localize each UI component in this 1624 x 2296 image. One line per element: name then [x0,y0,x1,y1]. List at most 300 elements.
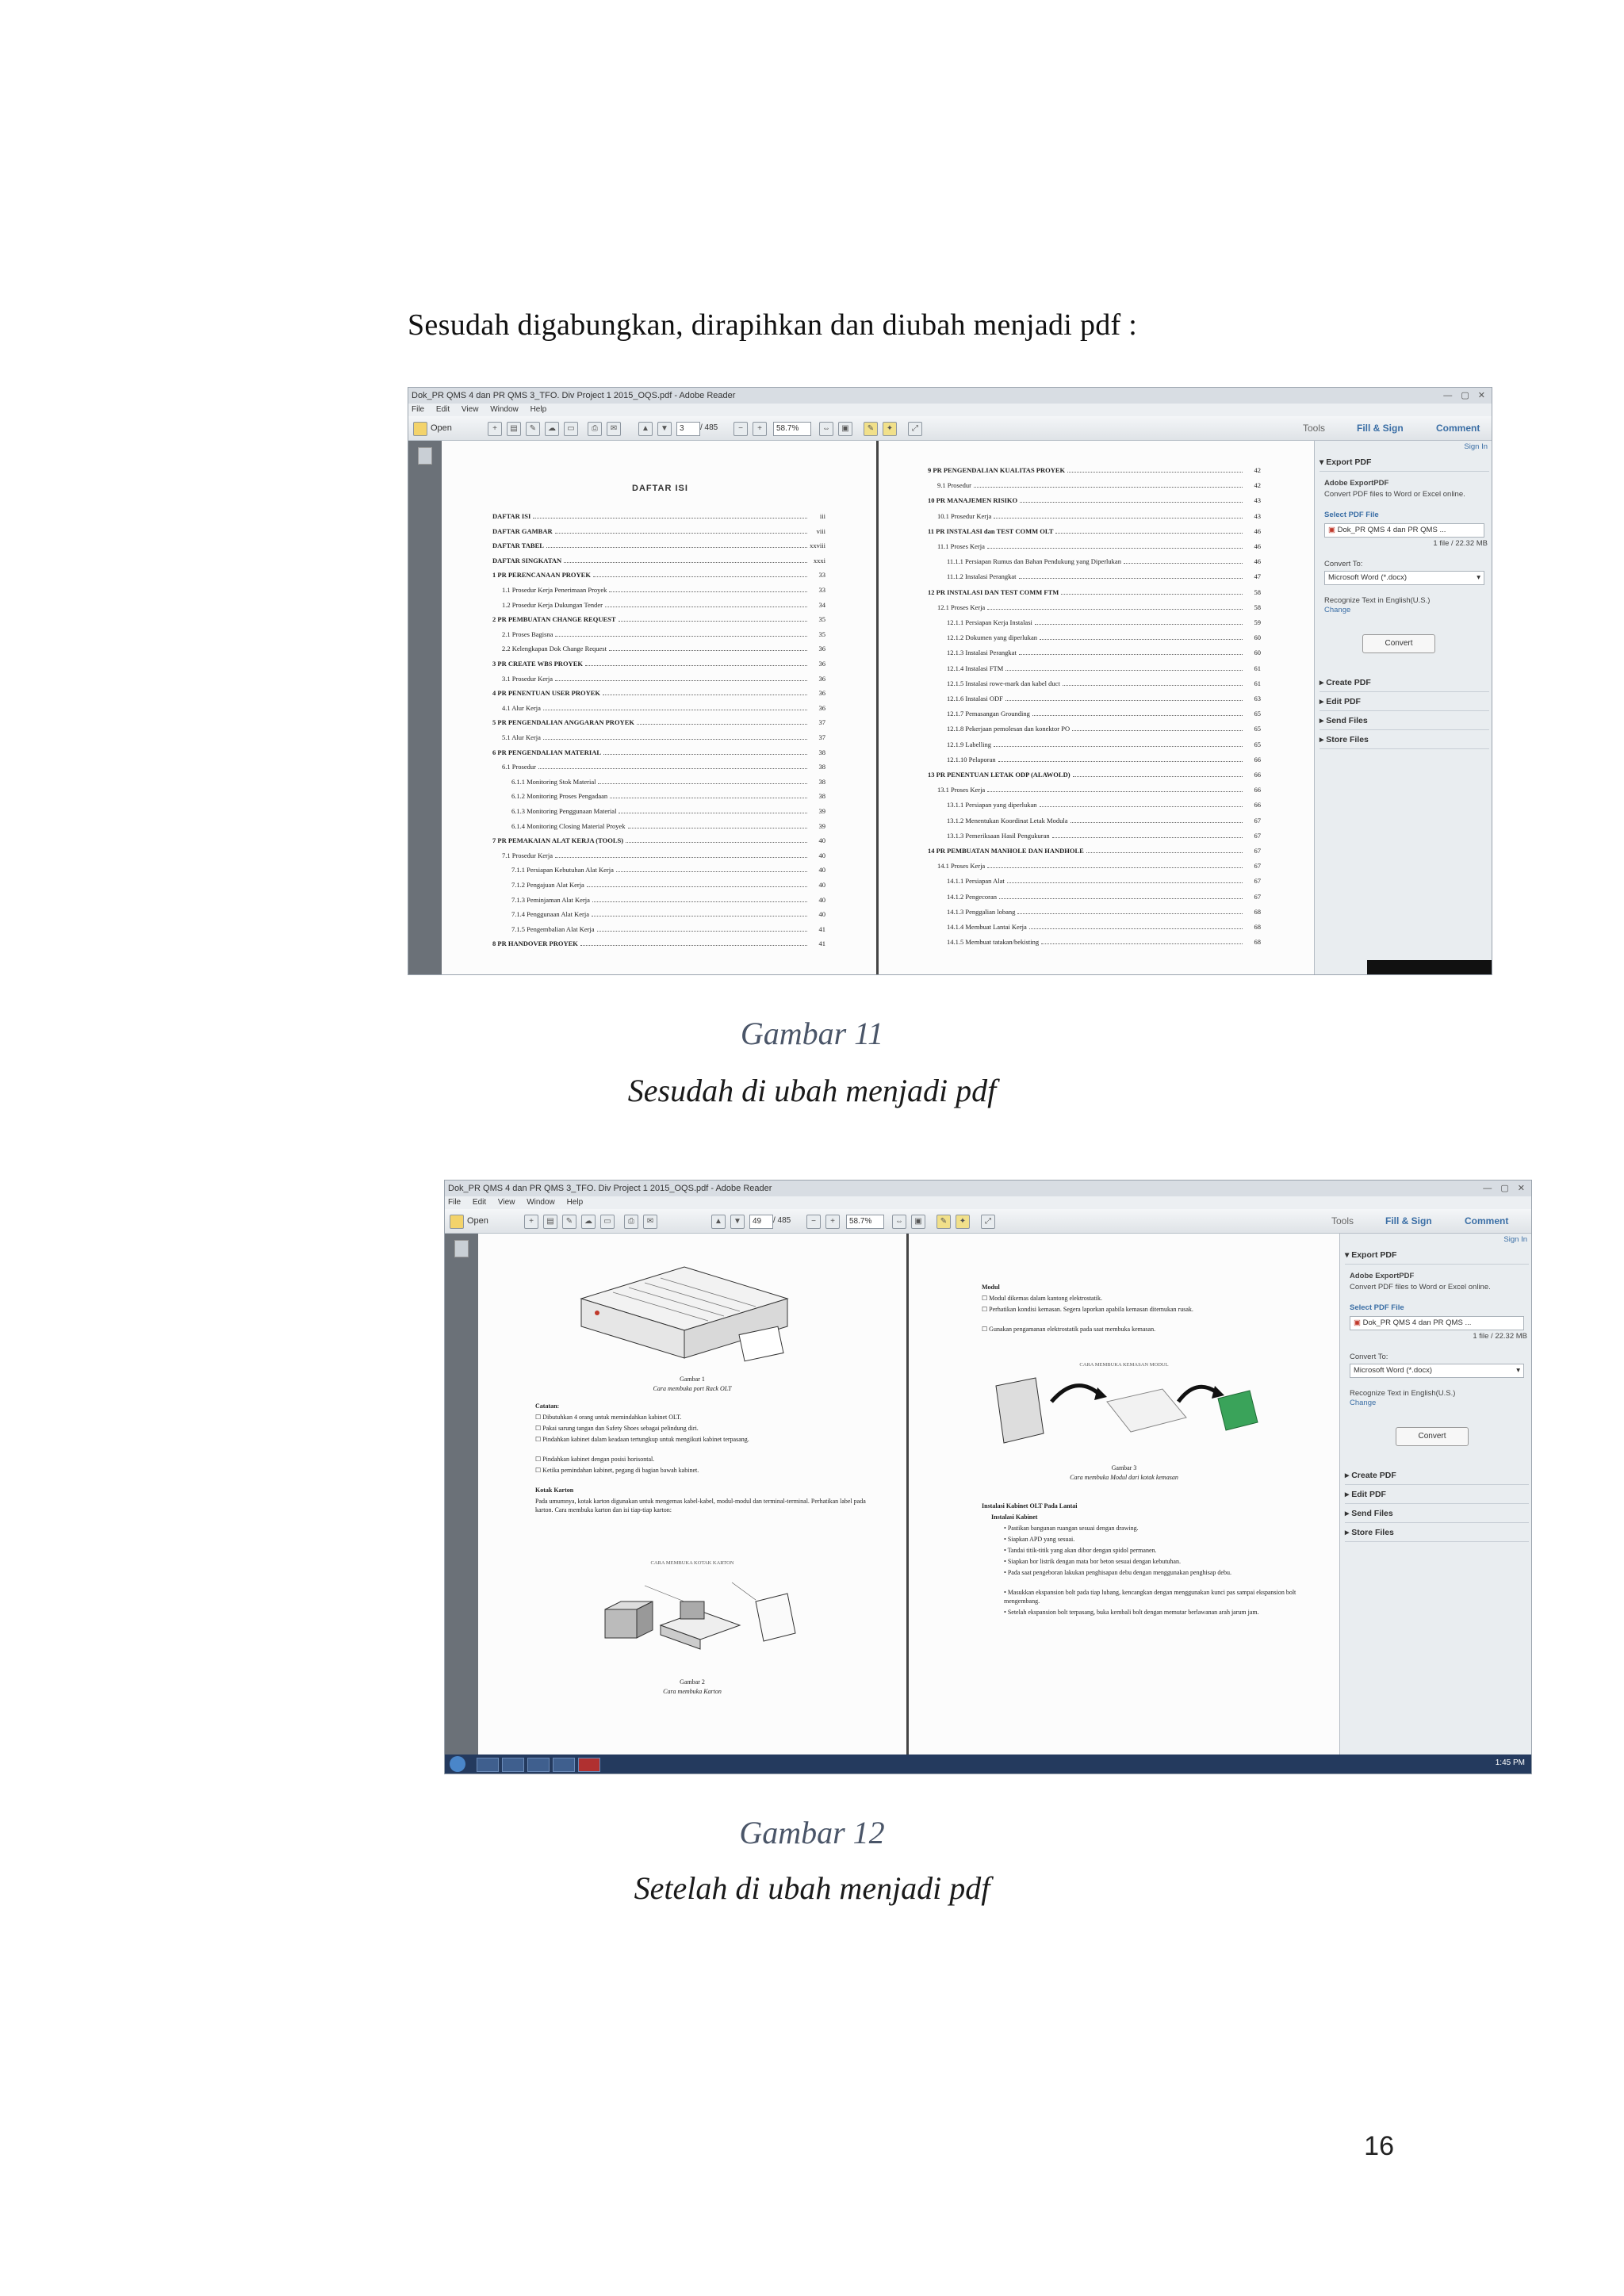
toc-leader [1005,700,1243,701]
toc-entry[interactable] [502,601,825,609]
toc-entry-title: 1 PR PERENCANAAN PROYEK [492,571,591,580]
toc-right-page [879,441,1314,974]
arrow-up-icon[interactable]: ▲ [711,1215,726,1229]
toc-entry-page: xxviii [810,541,825,550]
toc-entry[interactable] [492,541,825,549]
list-item [1004,1568,1305,1577]
list-item-text: Pada saat pengeboran lakukan penghisapan debu dengan menggunakan penghisap debu. [1007,1569,1231,1576]
toc-entry-page: 36 [818,645,825,653]
list-item [1004,1588,1305,1605]
toc-entry[interactable] [947,923,1261,931]
send-files-label: Send Files [1326,716,1368,725]
toc-entry-page: viii [816,526,825,535]
toc-entry-page: 46 [1254,526,1261,535]
toc-entry[interactable] [511,896,825,904]
convert-format-value: Microsoft Word (*.docx) [1354,1366,1433,1375]
fig3-label: Gambar 3 [1111,1464,1137,1471]
bullet-icon: • [1004,1536,1008,1543]
toc-entry-title: 6.1.1 Monitoring Stok Material [511,777,596,786]
toc-entry-title: 12.1.2 Dokumen yang diperlukan [947,633,1038,642]
toc-leader [1035,624,1243,625]
zoom-out-icon[interactable]: − [806,1215,821,1229]
folder-icon[interactable] [450,1215,464,1229]
taskbar-app-icon[interactable] [502,1758,524,1772]
toc-entry-page: 66 [1254,786,1261,794]
send-files-section[interactable]: ▸ Send Files [1345,1505,1529,1523]
taskbar-app-icon[interactable] [477,1758,499,1772]
document-area [478,1234,1339,1755]
toc-entry[interactable] [511,866,825,874]
toc-entry[interactable] [928,466,1261,474]
toc-entry-page: 43 [1254,496,1261,505]
toc-entry[interactable] [502,675,825,683]
toc-leader [1071,822,1243,823]
toc-entry-page: 65 [1254,725,1261,733]
toc-entry-page: 34 [818,600,825,609]
convert-description: Convert PDF files to Word or Excel online. [1350,1283,1491,1292]
toc-entry-title: 10 PR MANAJEMEN RISIKO [928,496,1018,505]
export-pdf-label: Export PDF [1351,1250,1397,1260]
folder-icon[interactable] [413,422,427,436]
comment-icon[interactable]: ✎ [864,422,878,436]
toc-entry[interactable] [492,557,825,564]
edit-pdf-section[interactable]: ▸ Edit PDF [1345,1486,1529,1504]
list-item-text: Setelah ekspansion bolt terpasang, buka kembali bolt dengan memutar berlawanan arah jarum jam. [1007,1609,1259,1616]
highlight-icon[interactable]: ✦ [883,422,897,436]
toc-entry[interactable] [947,618,1261,626]
sign-in-link[interactable]: Sign In [1503,1235,1527,1244]
toc-entry[interactable] [947,893,1261,901]
toc-leader [1073,776,1243,777]
start-button-icon[interactable] [450,1756,465,1772]
toc-entry-page: 42 [1254,481,1261,490]
toc-entry[interactable] [937,786,1261,794]
send-files-label: Send Files [1351,1509,1393,1518]
zoom-out-icon[interactable]: − [733,422,748,436]
bullet-icon: ☐ [535,1414,543,1421]
toc-entry-page: 66 [1254,771,1261,779]
toc-entry-page: 40 [818,851,825,859]
toc-entry-page: 40 [818,895,825,904]
toc-leader [1040,639,1243,640]
toc-leader [555,636,807,637]
toc-entry-title: 7.1 Prosedur Kerja [502,851,553,859]
toc-entry[interactable] [937,481,1261,489]
toc-leader [994,518,1243,519]
bullet-icon: ☐ [982,1295,990,1302]
create-pdf-section[interactable]: ▸ Create PDF [1320,674,1489,692]
edit-icon[interactable]: ✎ [562,1215,576,1229]
email-icon[interactable]: ✉ [607,422,621,436]
fit-page-icon[interactable]: ▣ [911,1215,925,1229]
list-item-text: Ketika pemindahan kabinet, pegang di bagian bawah kabinet. [542,1467,699,1474]
toc-entry[interactable] [947,649,1261,656]
toc-entry-title: 1.2 Prosedur Kerja Dukungan Tender [502,600,603,609]
convert-format-select[interactable] [1324,571,1484,585]
toc-entry[interactable] [492,939,825,947]
toc-entry[interactable] [492,836,825,844]
bullet-icon: • [1004,1569,1008,1576]
toc-entry[interactable] [947,817,1261,825]
list-item-text: Perhatikan kondisi kemasan. Segera laporkan apabila kemasan ditemukan rusak. [989,1306,1193,1313]
toc-entry[interactable] [511,778,825,786]
recognize-text: Recognize Text in English(U.S.) [1324,596,1431,605]
chevron-down-icon: ▾ [1516,1366,1520,1375]
edit-icon[interactable]: ✎ [526,422,540,436]
toc-entry-page: 61 [1254,679,1261,687]
arrow-up-icon[interactable]: ▲ [638,422,653,436]
open-button[interactable]: Open [431,423,452,433]
toc-entry[interactable] [947,740,1261,748]
create-icon[interactable]: + [524,1215,538,1229]
file-field[interactable] [1324,523,1484,538]
toc-entry[interactable] [947,877,1261,885]
menu-edit[interactable]: Edit [472,1198,487,1207]
list-item-text: Pakai sarung tangan dan Safety Shoes sebagai pelindung diri. [542,1425,699,1432]
toc-entry[interactable] [928,496,1261,504]
tools-tab[interactable]: Tools [1303,423,1326,434]
right-page [909,1234,1339,1755]
toc-entry[interactable] [947,557,1261,565]
toc-entry-title: 12.1.3 Instalasi Perangkat [947,649,1017,657]
menu-bar [445,1196,1531,1209]
window-title: Dok_PR QMS 4 dan PR QMS 3_TFO. Div Project 1 2015_OQS.pdf - Adobe Reader [408,388,1492,404]
toc-entry-title: 3.1 Prosedur Kerja [502,674,553,683]
edit-pdf-section[interactable]: ▸ Edit PDF [1320,693,1489,711]
toc-entry-page: 40 [818,866,825,874]
upload-icon[interactable]: ☁ [581,1215,596,1229]
export-pdf-header[interactable]: ▾ Export PDF [1320,453,1489,472]
figure11-screenshot [408,387,1492,975]
toc-entry[interactable] [511,807,825,815]
menu-view[interactable]: View [461,405,479,414]
toc-entry-page: 67 [1254,877,1261,886]
print-icon[interactable]: ⎙ [624,1215,638,1229]
toc-entry[interactable] [947,679,1261,687]
file-field[interactable] [1350,1316,1524,1330]
page-number: 16 [1364,2131,1394,2161]
fill-sign-tab[interactable]: Fill & Sign [1357,423,1404,434]
left-page [478,1234,906,1755]
arrow-down-icon[interactable]: ▼ [657,422,672,436]
bullet-icon: • [1004,1609,1008,1616]
toc-entry[interactable] [511,822,825,830]
figure12-caption: Setelah di ubah menjadi pdf [634,1870,990,1906]
toc-leader [1029,928,1243,929]
toc-leader [987,609,1243,610]
page-input[interactable]: 49 [749,1215,773,1229]
save-icon[interactable]: ▭ [564,422,578,436]
toc-entry-page: 42 [1254,466,1261,474]
window-title: Dok_PR QMS 4 dan PR QMS 3_TFO. Div Project 1 2015_OQS.pdf - Adobe Reader [445,1181,1531,1196]
menu-help[interactable]: Help [530,405,547,414]
toc-leader [555,680,807,681]
fig3-title: CARA MEMBUKA KEMASAN MODUL [1079,1362,1169,1368]
store-files-section[interactable]: ▸ Store Files [1345,1524,1529,1542]
expand-icon[interactable]: ⤢ [908,422,922,436]
fig2-label: Gambar 2 [680,1678,705,1686]
pdf-file-icon: ▣ [1354,1318,1363,1327]
bullet-icon: ☐ [982,1306,990,1313]
toc-leader [1072,730,1243,731]
fit-width-icon[interactable]: ⇔ [892,1215,906,1229]
open-button[interactable]: Open [467,1216,488,1226]
pages-icon[interactable] [418,447,432,465]
toc-entry[interactable] [928,847,1261,855]
fill-sign-tab[interactable]: Fill & Sign [1385,1215,1432,1226]
list-item [1004,1524,1305,1533]
toc-entry[interactable] [502,733,825,741]
toc-leader [592,901,807,902]
expand-icon[interactable]: ⤢ [981,1215,995,1229]
save-icon[interactable]: ▭ [600,1215,615,1229]
toc-entry[interactable] [492,660,825,668]
toc-entry-title: 4 PR PENENTUAN USER PROYEK [492,689,601,698]
section-head: Instalasi Kabinet OLT Pada Lantai [982,1502,1078,1510]
toc-entry-page: 41 [818,939,825,948]
store-files-label: Store Files [1351,1528,1394,1537]
menu-edit[interactable]: Edit [435,405,450,414]
toc-entry[interactable] [937,542,1261,550]
toc-leader [987,867,1243,868]
toc-entry[interactable] [511,881,825,889]
toc-entry-page: 39 [818,821,825,830]
toc-entry[interactable] [511,925,825,933]
bullet-icon: • [1004,1589,1008,1596]
toolbar [445,1209,1531,1234]
export-pdf-header[interactable]: ▾ Export PDF [1345,1246,1529,1265]
toc-entry[interactable] [502,586,825,594]
comment-icon[interactable]: ✎ [936,1215,951,1229]
sub-head: Instalasi Kabinet [991,1513,1038,1521]
combine-icon[interactable]: ▤ [507,422,521,436]
toc-entry[interactable] [492,615,825,623]
toc-entry-title: 12.1.4 Instalasi FTM [947,664,1004,672]
convert-button[interactable]: Convert [1396,1427,1469,1446]
menu-file[interactable]: File [412,405,425,414]
menu-window[interactable]: Window [490,405,519,414]
toc-entry-page: 36 [818,660,825,668]
print-icon[interactable]: ⎙ [588,422,602,436]
toc-leader [597,931,807,932]
toc-entry[interactable] [511,792,825,800]
toc-entry-title: 11.1.2 Instalasi Perangkat [947,572,1017,581]
zoom-in-icon[interactable]: + [825,1215,840,1229]
fit-page-icon[interactable]: ▣ [838,422,852,436]
fit-width-icon[interactable]: ⇔ [819,422,833,436]
zoom-in-icon[interactable]: + [753,422,767,436]
toc-entry-title: 12.1.1 Persiapan Kerja Instalasi [947,618,1032,626]
toc-entry-title: DAFTAR TABEL [492,541,544,550]
list-item [982,1305,1299,1314]
list-item [535,1455,868,1464]
toc-entry-title: 6.1.2 Monitoring Proses Pengadaan [511,792,608,801]
list-item [982,1294,1299,1303]
window-controls[interactable]: — ▢ ✕ [1483,1184,1528,1193]
toc-entry-page: xxxi [813,556,825,564]
toc-entry-title: 6 PR PENGENDALIAN MATERIAL [492,748,602,756]
sign-in-link[interactable]: Sign In [1464,442,1488,451]
note-head: Catatan: [535,1402,560,1410]
toc-entry[interactable] [947,908,1261,916]
list-item [1004,1557,1305,1566]
toc-entry-title: 14.1.3 Penggalian lobang [947,907,1016,916]
toc-entry-title: 11 PR INSTALASI dan TEST COMM OLT [928,526,1054,535]
fig3-caption: Cara membuka Modul dari kotak kemasan [1070,1474,1178,1481]
toc-entry[interactable] [947,664,1261,672]
toc-leader [619,621,807,622]
pdf-file-icon: ▣ [1328,526,1338,534]
toc-leader [1067,472,1243,473]
toc-leader [1041,943,1243,944]
toc-entry[interactable] [947,725,1261,733]
toc-entry-title: 14.1.4 Membuat Lantai Kerja [947,923,1027,931]
toc-entry-page: 47 [1254,572,1261,581]
change-link[interactable]: Change [1350,1399,1377,1407]
toc-leader [1124,563,1243,564]
highlight-icon[interactable]: ✦ [956,1215,970,1229]
kotak-head: Kotak Karton [535,1487,574,1494]
document-area [442,441,1314,974]
change-link[interactable]: Change [1324,606,1351,614]
toc-entry[interactable] [928,771,1261,779]
convert-description: Convert PDF files to Word or Excel online. [1324,490,1465,499]
toc-entry-title: 4.1 Alur Kerja [502,703,541,712]
send-files-section[interactable]: ▸ Send Files [1320,712,1489,730]
convert-format-select[interactable] [1350,1364,1524,1378]
toc-entry[interactable] [947,572,1261,580]
intro-text: Sesudah digabungkan, dirapihkan dan diubah menjadi pdf : [408,308,1138,342]
toc-entry-title: 5.1 Alur Kerja [502,733,541,741]
toc-entry-title: 10.1 Prosedur Kerja [937,511,992,520]
pages-icon[interactable] [454,1240,469,1257]
toc-entry[interactable] [492,512,825,520]
toc-entry[interactable] [492,748,825,756]
toc-entry[interactable] [928,588,1261,596]
list-item-text: Tandai titik-titik yang akan dibor dengan spidol permanen. [1007,1547,1157,1554]
tools-tab[interactable]: Tools [1331,1215,1354,1226]
toc-entry-page: 41 [818,924,825,933]
right-panel [1314,441,1492,974]
toc-entry[interactable] [947,695,1261,702]
create-icon[interactable]: + [488,422,502,436]
toc-entry[interactable] [492,571,825,579]
toc-entry[interactable] [502,763,825,771]
combine-icon[interactable]: ▤ [543,1215,557,1229]
toc-entry-page: 35 [818,615,825,624]
toc-entry[interactable] [937,512,1261,520]
menu-help[interactable]: Help [566,1198,584,1207]
convert-button[interactable]: Convert [1362,634,1435,653]
figure12-screenshot [444,1180,1532,1774]
toc-entry[interactable] [947,710,1261,718]
select-file-label: Select PDF File [1324,511,1379,519]
taskbar-app-icon[interactable] [553,1758,575,1772]
toc-entry[interactable] [492,527,825,535]
upload-icon[interactable]: ☁ [545,422,559,436]
adobe-reader-taskbar-icon[interactable] [578,1758,600,1772]
list-item-text: Dibutuhkan 4 orang untuk memindahkan kabinet OLT. [542,1414,682,1421]
store-files-section[interactable]: ▸ Store Files [1320,731,1489,749]
file-name: Dok_PR QMS 4 dan PR QMS ... [1362,1318,1472,1327]
toc-entry-title: 14.1 Proses Kerja [937,862,986,871]
toc-entry-page: 37 [818,718,825,727]
list-item [535,1435,868,1444]
toc-entry-page: 38 [818,763,825,771]
toc-entry-title: 12.1.10 Pelaporan [947,755,996,763]
bullet-icon: ☐ [982,1326,990,1333]
toc-entry-page: 36 [818,689,825,698]
toc-entry[interactable] [937,603,1261,611]
toc-entry[interactable] [502,704,825,712]
toc-entry-title: 14.1.1 Persiapan Alat [947,877,1005,886]
toc-entry[interactable] [937,862,1261,870]
store-files-label: Store Files [1326,735,1369,744]
toc-entry-title: 7.1.2 Pengajuan Alat Kerja [511,881,584,889]
list-item [1004,1608,1305,1617]
toc-entry[interactable] [502,645,825,652]
toc-entry[interactable] [492,689,825,697]
menu-file[interactable]: File [448,1198,462,1207]
toc-entry[interactable] [947,756,1261,763]
zoom-select[interactable]: 58.7% [846,1215,884,1229]
page-total: / 485 [700,423,718,432]
chevron-down-icon: ▾ [1477,573,1480,582]
figure11-caption: Sesudah di ubah menjadi pdf [627,1073,997,1108]
toc-entry[interactable] [511,910,825,918]
list-item-text: Pastikan bangunan ruangan sesuai dengan drawing. [1007,1525,1139,1532]
list-item [535,1424,868,1433]
toc-entry-page: 66 [1254,755,1261,763]
toc-entry[interactable] [928,527,1261,535]
toc-leader [587,886,807,887]
comment-tab[interactable]: Comment [1465,1215,1509,1226]
toc-leader [626,842,807,843]
toc-entry[interactable] [947,801,1261,809]
page-input[interactable]: 3 [676,422,700,436]
toc-entry-page: 36 [818,674,825,683]
toc-entry[interactable] [947,938,1261,946]
toc-entry[interactable] [502,630,825,638]
toc-leader [1032,715,1243,716]
toc-entry-title: 5 PR PENGENDALIAN ANGGARAN PROYEK [492,718,634,727]
menu-window[interactable]: Window [527,1198,555,1207]
convert-to-label: Convert To: [1350,1353,1388,1361]
toc-entry[interactable] [947,832,1261,840]
toc-entry[interactable] [502,851,825,859]
list-item-text: Modul dikemas dalam kantong elektrostatik. [989,1295,1103,1302]
toc-entry-title: 11.1 Proses Kerja [937,542,985,550]
toc-entry-page: 68 [1254,923,1261,931]
zoom-select[interactable]: 58.7% [773,422,811,436]
toc-entry[interactable] [947,633,1261,641]
toc-leader [1017,913,1243,914]
comment-tab[interactable]: Comment [1436,423,1480,434]
create-pdf-section[interactable]: ▸ Create PDF [1345,1467,1529,1485]
toc-entry[interactable] [492,718,825,726]
taskbar [445,1755,1531,1774]
menu-view[interactable]: View [497,1198,515,1207]
taskbar-app-icon[interactable] [527,1758,550,1772]
toc-entry-title: 12.1.5 Instalasi rowe-mark dan kabel duct [947,679,1060,687]
toc-entry-page: 58 [1254,587,1261,596]
arrow-down-icon[interactable]: ▼ [730,1215,745,1229]
email-icon[interactable]: ✉ [643,1215,657,1229]
window-controls[interactable]: — ▢ ✕ [1443,391,1488,400]
toc-entry-page: 35 [818,629,825,638]
create-pdf-label: Create PDF [1326,678,1371,687]
list-item-text: Pindahkan kabinet dengan posisi horisontal. [542,1456,655,1463]
